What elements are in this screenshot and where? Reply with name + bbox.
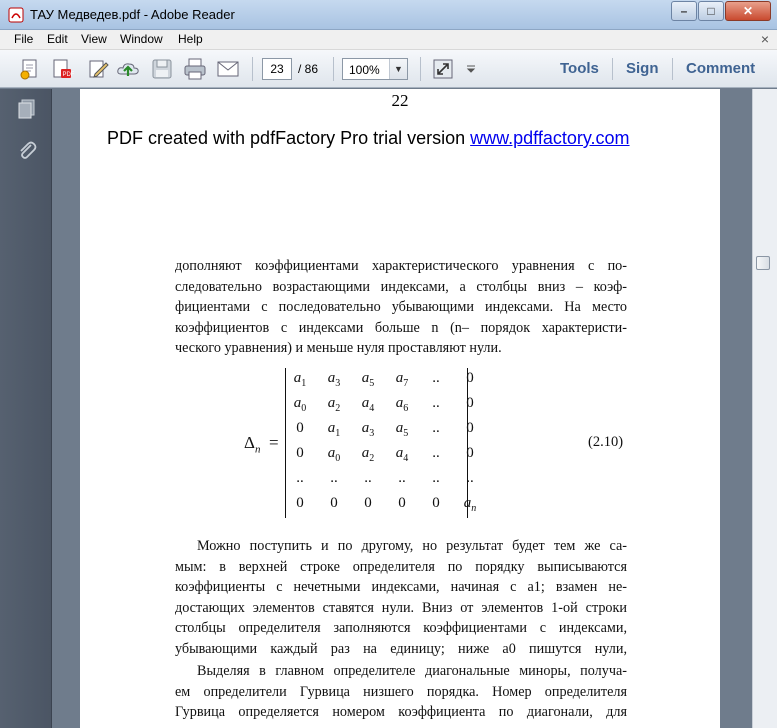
matrix-cell: 0 xyxy=(330,495,338,511)
matrix-cell: $a_2$ xyxy=(327,395,341,414)
comment-button[interactable]: Comment xyxy=(686,60,756,77)
matrix-cell: $a_4$ xyxy=(395,445,409,464)
matrix-cell: $a_5$ xyxy=(361,370,375,389)
page-number-input[interactable]: 23 xyxy=(262,58,292,80)
matrix-cell: 0 xyxy=(364,495,372,511)
document-view[interactable] xyxy=(52,89,752,728)
menu-file[interactable]: File xyxy=(14,32,34,46)
print-icon[interactable] xyxy=(183,57,207,81)
text-line: коэффициентов с индексами больше n (n– порядок характеристи- xyxy=(175,319,627,336)
edit-icon[interactable] xyxy=(86,57,110,81)
matrix-cell: $a_0$ xyxy=(327,445,341,464)
matrix-cell: $a_4$ xyxy=(361,395,375,414)
title-bar xyxy=(0,0,777,30)
attachment-icon[interactable] xyxy=(15,139,39,163)
minimize-button[interactable] xyxy=(671,1,697,21)
matrix-cell: $a_n$ xyxy=(463,495,477,514)
page-number: 22 xyxy=(391,91,409,110)
text-line: следовательно возрастающими индексами, а столбцы вниз – коэф- xyxy=(175,278,627,295)
matrix-cell: $a_5$ xyxy=(395,420,409,439)
matrix-cell: 0 xyxy=(398,495,406,511)
current-page xyxy=(80,178,720,728)
save-icon[interactable] xyxy=(150,57,174,81)
toolbar xyxy=(0,50,777,88)
text-line: дополняют коэффициентами характеристического уравнения с по- xyxy=(175,258,627,274)
menu-window[interactable]: Window xyxy=(120,32,163,46)
maximize-icon: □ xyxy=(707,4,715,18)
close-button[interactable] xyxy=(725,1,771,21)
create-pdf-icon[interactable] xyxy=(18,57,42,81)
svg-text:PDF: PDF xyxy=(62,72,74,78)
matrix-cell: .. xyxy=(432,445,440,461)
menu-view[interactable]: View xyxy=(81,32,107,46)
toolbar-separator xyxy=(672,58,673,80)
pdffactory-banner xyxy=(107,128,630,149)
menu-help[interactable]: Help xyxy=(178,32,203,46)
paragraph-2 xyxy=(175,536,627,659)
minimize-icon: – xyxy=(680,4,688,18)
text-line: Можно поступить и по другому, но результат будет тем же са- xyxy=(197,538,627,554)
matrix-cell: $a_1$ xyxy=(327,420,341,439)
close-icon: ✕ xyxy=(742,4,754,18)
paragraph-1 xyxy=(175,256,627,359)
matrix-cell: $a_7$ xyxy=(395,370,409,389)
text-line: достающих элементов ставятся нули. Вниз от элементов 1-ой строки xyxy=(175,599,627,616)
matrix-cell: 0 xyxy=(466,370,474,386)
sign-button[interactable]: Sign xyxy=(626,60,659,77)
matrix-cell: .. xyxy=(432,470,440,486)
toolbar-separator xyxy=(333,57,334,81)
pdf-export-icon[interactable] xyxy=(50,57,74,81)
matrix-cell: .. xyxy=(398,470,406,486)
paragraph-3 xyxy=(175,661,627,723)
matrix-cell: .. xyxy=(466,470,474,486)
text-line: столбцы определителя заполняются коэффициентами с индексами, xyxy=(175,620,627,636)
determinant-label: $\Delta_n$ xyxy=(244,433,261,456)
equals-sign: = xyxy=(269,433,279,452)
matrix-cell: 0 xyxy=(466,445,474,461)
matrix-cell: 0 xyxy=(296,495,304,511)
toolbar-separator xyxy=(252,57,253,81)
text-line: Гурвица определяется номером коэффициента по диагонали, для xyxy=(175,704,627,720)
scrollbar-thumb[interactable] xyxy=(756,256,770,270)
fit-page-icon[interactable] xyxy=(431,57,455,81)
window-controls xyxy=(670,1,771,21)
matrix-cell: .. xyxy=(432,395,440,411)
matrix-cell: .. xyxy=(296,470,304,486)
matrix-cell: $a_0$ xyxy=(293,395,307,414)
text-line: Выделяя в главном определителе диагональные миноры, получа- xyxy=(197,663,627,679)
window-title: ТАУ Медведев.pdf - Adobe Reader xyxy=(30,7,235,22)
toolbar-separator xyxy=(612,58,613,80)
matrix-cell: .. xyxy=(364,470,372,486)
tools-button[interactable]: Tools xyxy=(560,60,599,77)
text-line: мым: в верхней строке определителя по порядку выписываются xyxy=(175,558,627,575)
text-line: убывающими каждый раз на единицу; ниже a0 пишутся нули, xyxy=(175,640,627,657)
matrix-cell: 0 xyxy=(296,445,304,461)
navigation-pane xyxy=(0,89,52,728)
matrix-cell: 0 xyxy=(466,420,474,436)
matrix-cell: .. xyxy=(432,370,440,386)
equation-number: (2.10) xyxy=(588,434,624,450)
menu-edit[interactable]: Edit xyxy=(47,32,68,46)
email-icon[interactable] xyxy=(216,57,240,81)
matrix-cell: .. xyxy=(432,420,440,436)
toolbar-separator xyxy=(420,57,421,81)
matrix-cell: $a_3$ xyxy=(327,370,341,389)
matrix-cell: 0 xyxy=(432,495,440,511)
text-line: ческого уравнения) и меньше нуля проставляют нули. xyxy=(175,340,502,356)
close-document-icon[interactable]: × xyxy=(760,31,769,47)
matrix-cell: 0 xyxy=(466,395,474,411)
vertical-scrollbar[interactable] xyxy=(752,89,777,728)
matrix-cell: $a_2$ xyxy=(361,445,375,464)
matrix-cell: $a_1$ xyxy=(293,370,307,389)
text-line: ем определители Гурвица низшего порядка. Номер определителя xyxy=(175,683,627,700)
matrix-cell: 0 xyxy=(296,420,304,436)
pages-icon[interactable] xyxy=(15,97,39,121)
chevron-down-icon[interactable]: ▼ xyxy=(389,59,407,79)
matrix-cell: $a_3$ xyxy=(361,420,375,439)
more-arrow-icon[interactable] xyxy=(463,57,479,81)
page-total: / 86 xyxy=(298,62,319,76)
matrix-cell: $a_6$ xyxy=(395,395,409,414)
pdffactory-link[interactable]: www.pdffactory.com xyxy=(470,128,630,148)
text-line: фициентами с последовательно убывающими индексами. На место xyxy=(175,299,627,315)
banner-text: PDF created with pdfFactory Pro trial version xyxy=(107,128,471,148)
menu-bar xyxy=(0,30,777,50)
zoom-select[interactable] xyxy=(342,58,408,80)
zoom-value: 100% xyxy=(349,63,380,77)
adobe-reader-icon xyxy=(8,7,24,23)
maximize-button[interactable] xyxy=(698,1,724,21)
upload-cloud-icon[interactable] xyxy=(116,57,140,81)
text-line: коэффициенты с нечетными индексами, начиная с a1; взамен не- xyxy=(175,579,627,595)
matrix-cell: .. xyxy=(330,470,338,486)
